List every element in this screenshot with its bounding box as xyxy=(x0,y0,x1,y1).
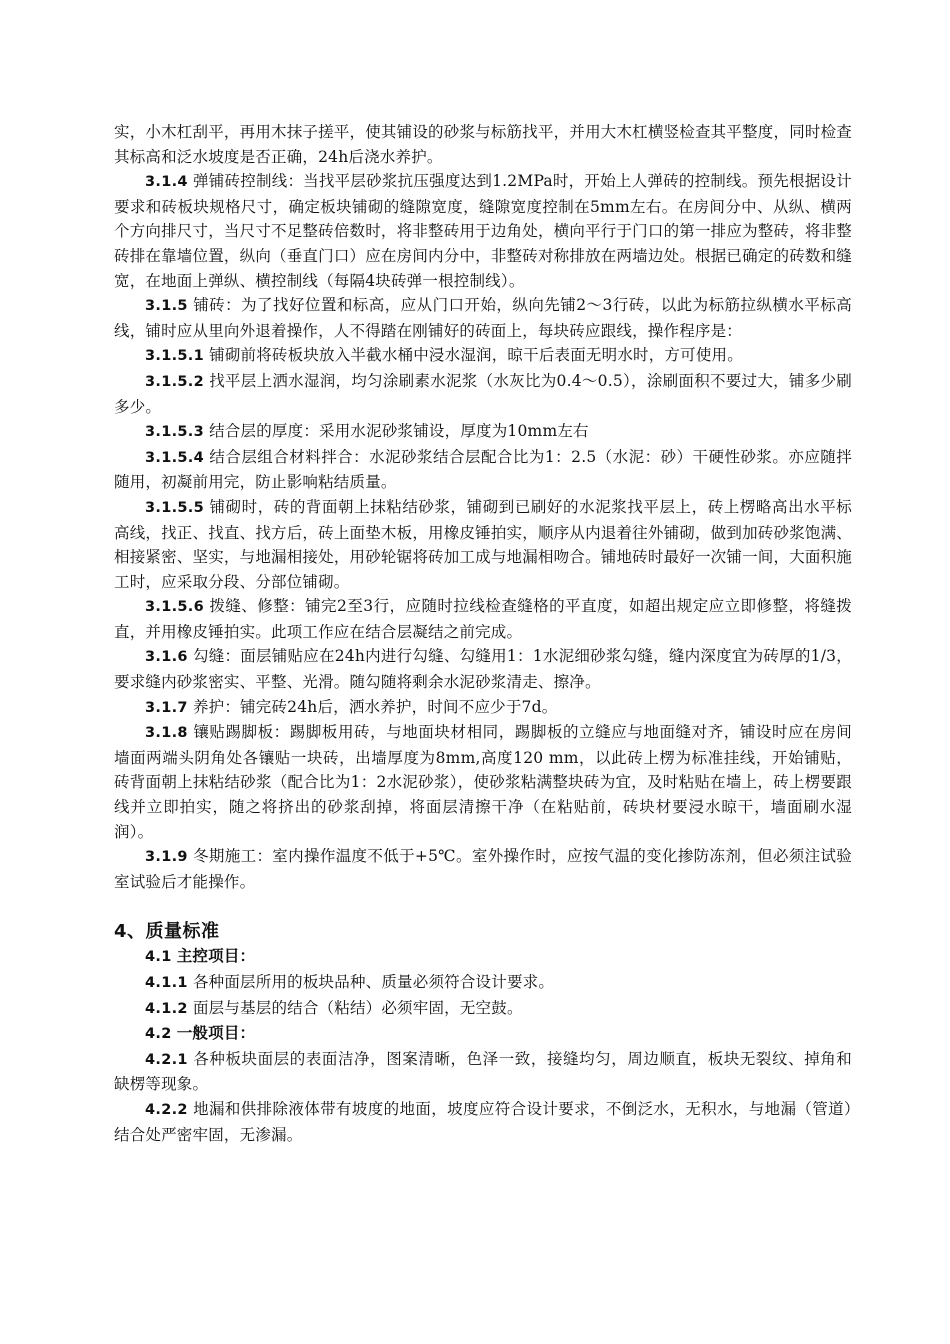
paragraph-text: 各种板块面层的表面洁净，图案清晰，色泽一致，接缝均匀，周边顺直，板块无裂纹、掉角和缺楞等现象。 xyxy=(114,1049,853,1094)
document-body xyxy=(114,120,852,1147)
paragraph-text: 弹铺砖控制线：当找平层砂浆抗压强度达到1.2MPa时，开始上人弹砖的控制线。预先根据设计要求和砖板块规格尺寸，确定板块铺砌的缝隙宽度，缝隙宽度控制在5mm左右。在房间分中、从纵、横两个方向排尺寸，当尺寸不足整砖倍数时，将非整砖用于边角处，横向平行于门口的第一排应为整砖，将非整砖排在靠墙位置，纵向（垂直门口）应在房间内分中，非整砖对称排放在两墙边处。根据已确定的砖数和缝宽，在地面上弹纵、横控制线（每隔4块砖弹一根控制线）。 xyxy=(114,172,852,290)
section-heading-quality-standard: 4、质量标准 xyxy=(114,921,220,943)
paragraph-4-2-1 xyxy=(114,1047,852,1097)
paragraph-3-1-5-6 xyxy=(114,594,852,644)
paragraph-3-1-5-3 xyxy=(114,419,852,445)
clause-number: 4.1.2 xyxy=(145,1000,188,1017)
paragraph-4-1-2 xyxy=(114,996,852,1022)
paragraph-text: 各种面层所用的板块品种、质量必须符合设计要求。 xyxy=(192,973,555,991)
paragraph-4-2-2 xyxy=(114,1097,852,1147)
paragraph-text: 勾缝：面层铺贴应在24h内进行勾缝、勾缝用1：1水泥细砂浆勾缝，缝内深度宜为砖厚的1/3，要求缝内砂浆密实、平整、光滑。随勾随将剩余水泥砂浆清走、擦净。 xyxy=(114,647,852,692)
clause-number: 4.1 xyxy=(145,949,172,966)
paragraph-text: 结合层的厚度：采用水泥砂浆铺设，厚度为10mm左右 xyxy=(209,422,589,441)
paragraph-3-1-7 xyxy=(114,695,852,721)
paragraph-text: 拨缝、修整：铺完2至3行，应随时拉线检查缝格的平直度，如超出规定应立即修整，将缝拨直，并用橡皮锤拍实。此项工作应在结合层凝结之前完成。 xyxy=(114,597,852,641)
paragraph-text: 冬期施工：室内操作温度不低于+5℃。室外操作时，应按气温的变化掺防冻剂，但必须注试验室试验后才能操作。 xyxy=(114,847,852,891)
clause-number: 4.2.2 xyxy=(145,1101,188,1118)
paragraph-3-1-5-2 xyxy=(114,369,852,419)
paragraph-text: 结合层组合材料拌合：水泥砂浆结合层配合比为1：2.5（水泥：砂）干硬性砂浆。亦应随拌随用，初凝前用完，防止影响粘结质量。 xyxy=(114,447,852,492)
paragraph-text: 铺砌前将砖板块放入半截水桶中浸水湿润，晾干后表面无明水时，方可使用。 xyxy=(209,346,743,365)
paragraph-text: 地漏和供排除液体带有坡度的地面，坡度应符合设计要求，不倒泛水，无积水，与地漏（管道）结合处严密牢固，无渗漏。 xyxy=(114,1099,852,1144)
clause-number: 3.1.4 xyxy=(145,174,188,191)
paragraph-text: 铺砖：为了找好位置和标高，应从门口开始，纵向先铺2～3行砖，以此为标筋拉纵横水平标高线，铺时应从里向外退着操作，人不得踏在刚铺好的砖面上，每块砖应跟线，操作程序是： xyxy=(114,296,852,340)
clause-number: 4.1.1 xyxy=(145,975,188,991)
paragraph-3-1-9 xyxy=(114,844,852,894)
paragraph-3-1-5 xyxy=(114,293,852,343)
clause-number: 3.1.6 xyxy=(145,649,188,666)
paragraph-3-1-5-4 xyxy=(114,445,852,495)
clause-number: 3.1.5.5 xyxy=(145,499,204,516)
paragraph-text: 镶贴踢脚板：踢脚板用砖，与地面块材相同，踢脚板的立缝应与地面缝对齐，铺设时应在房间墙面两端头阴角处各镶贴一块砖，出墙厚度为8mm,高度120 mm，以此砖上楞为标准挂线，开始铺贴，砖背面朝上抹粘结砂浆（配合比为1：2水泥砂浆），使砂浆粘满整块砖为宜，及时粘贴在墙上，砖上楞要跟线并立即拍实，随之将挤出的砂浆刮掉，将面层清擦干净（在粘贴前，砖块材要浸水晾干，墙面刷水湿润）。 xyxy=(114,723,853,841)
paragraph-text: 面层与基层的结合（粘结）必须牢固，无空鼓。 xyxy=(192,998,523,1017)
paragraph-4-1-1 xyxy=(114,970,852,996)
subsection-title: 一般项目： xyxy=(176,1023,256,1043)
clause-number: 4.2.1 xyxy=(145,1051,188,1068)
paragraph-text: 实，小木杠刮平，再用木抹子搓平，使其铺设的砂浆与标筋找平，并用大木杠横竖检查其平整度，同时检查其标高和泛水坡度是否正确，24h后浇水养护。 xyxy=(114,123,852,166)
subsection-title: 主控项目： xyxy=(176,946,256,966)
clause-number: 3.1.5.4 xyxy=(145,449,204,466)
clause-number: 3.1.5.1 xyxy=(145,348,204,365)
subsection-4-1 xyxy=(114,944,852,970)
subsection-4-2 xyxy=(114,1021,852,1047)
paragraph-text: 养护：铺完砖24h后，洒水养护，时间不应少于7d。 xyxy=(192,697,558,716)
paragraph-3-1-6 xyxy=(114,644,852,694)
clause-number: 3.1.9 xyxy=(145,849,188,866)
clause-number: 3.1.5.2 xyxy=(145,373,204,390)
paragraph-3-1-5-5 xyxy=(114,495,852,594)
paragraph-3-1-5-1 xyxy=(114,343,852,369)
paragraph-3-1-8 xyxy=(114,720,852,844)
clause-number: 4.2 xyxy=(145,1026,172,1043)
clause-number: 3.1.8 xyxy=(145,725,188,742)
paragraph-text: 铺砌时，砖的背面朝上抹粘结砂浆，铺砌到已刷好的水泥浆找平层上，砖上楞略高出水平标高线，找正、找直、找方后，砖上面垫木板，用橡皮锤拍实，顺序从内退着往外铺砌，做到加砖砂浆饱满、相接紧密、坚实，与地漏相接处，用砂轮锯将砖加工成与地漏相吻合。铺地砖时最好一次铺一间，大面积施工时，应采取分段、分部位铺砌。 xyxy=(114,497,852,591)
clause-number: 3.1.5 xyxy=(145,298,188,315)
clause-number: 3.1.7 xyxy=(145,699,188,716)
clause-number: 3.1.5.6 xyxy=(145,599,204,616)
paragraph-3-1-4 xyxy=(114,169,852,293)
clause-number: 3.1.5.3 xyxy=(145,424,204,441)
paragraph-text: 找平层上洒水湿润，均匀涂刷素水泥浆（水灰比为0.4～0.5），涂刷面积不要过大，铺多少刷多少。 xyxy=(114,371,852,416)
paragraph-continuation xyxy=(114,120,852,169)
